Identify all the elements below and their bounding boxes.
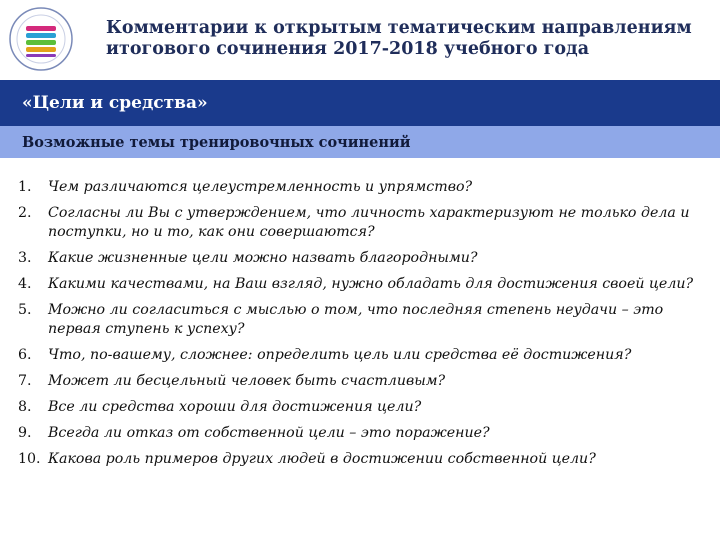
- topic-item: [18, 424, 714, 443]
- topic-text: Может ли бесцельный человек быть счастливым?: [48, 373, 446, 389]
- topic-text: Согласны ли Вы с утверждением, что личность характеризуют не только дела и поступки, но и то, как они совершаются?: [48, 205, 690, 240]
- topic-item: [18, 450, 714, 469]
- topic-text: Какова роль примеров других людей в достижении собственной цели?: [48, 451, 596, 467]
- topic-text: Что, по-вашему, сложнее: определить цель или средства её достижения?: [48, 347, 632, 363]
- topic-item: [18, 346, 714, 365]
- topic-text: Можно ли согласиться с мыслью о том, что последняя степень неудачи – это первая ступень к успеху?: [48, 302, 664, 337]
- section-subheading: Возможные темы тренировочных сочинений: [22, 134, 411, 151]
- title-line-1: Комментарии к открытым тематическим направлениям: [106, 18, 692, 38]
- topic-number: 8.: [18, 399, 32, 415]
- topic-number: 3.: [18, 250, 32, 266]
- topic-text: Все ли средства хороши для достижения цели?: [48, 399, 422, 415]
- topic-number: 2.: [18, 205, 32, 221]
- topic-item: [18, 372, 714, 391]
- topic-number: 10.: [18, 451, 41, 467]
- topic-number: 1.: [18, 179, 32, 195]
- page-title: [106, 18, 716, 60]
- topic-item: [18, 301, 714, 339]
- header: [0, 0, 720, 76]
- title-line-2: итогового сочинения 2017-2018 учебного года: [106, 39, 590, 59]
- topic-text: Чем различаются целеустремленность и упрямство?: [48, 179, 473, 195]
- topic-item: [18, 275, 714, 294]
- topics-list: [18, 178, 714, 476]
- section-heading: «Цели и средства»: [22, 93, 208, 113]
- topic-text: Какими качествами, на Ваш взгляд, нужно обладать для достижения своей цели?: [48, 276, 694, 292]
- topic-number: 9.: [18, 425, 32, 441]
- topic-item: [18, 204, 714, 242]
- institute-logo-icon: [8, 6, 74, 72]
- topic-number: 4.: [18, 276, 32, 292]
- topic-number: 5.: [18, 302, 32, 318]
- topic-number: 7.: [18, 373, 32, 389]
- topic-number: 6.: [18, 347, 32, 363]
- topic-text: Всегда ли отказ от собственной цели – это поражение?: [48, 425, 490, 441]
- topic-text: Какие жизненные цели можно назвать благородными?: [48, 250, 478, 266]
- topic-item: [18, 178, 714, 197]
- topic-item: [18, 249, 714, 268]
- topic-item: [18, 398, 714, 417]
